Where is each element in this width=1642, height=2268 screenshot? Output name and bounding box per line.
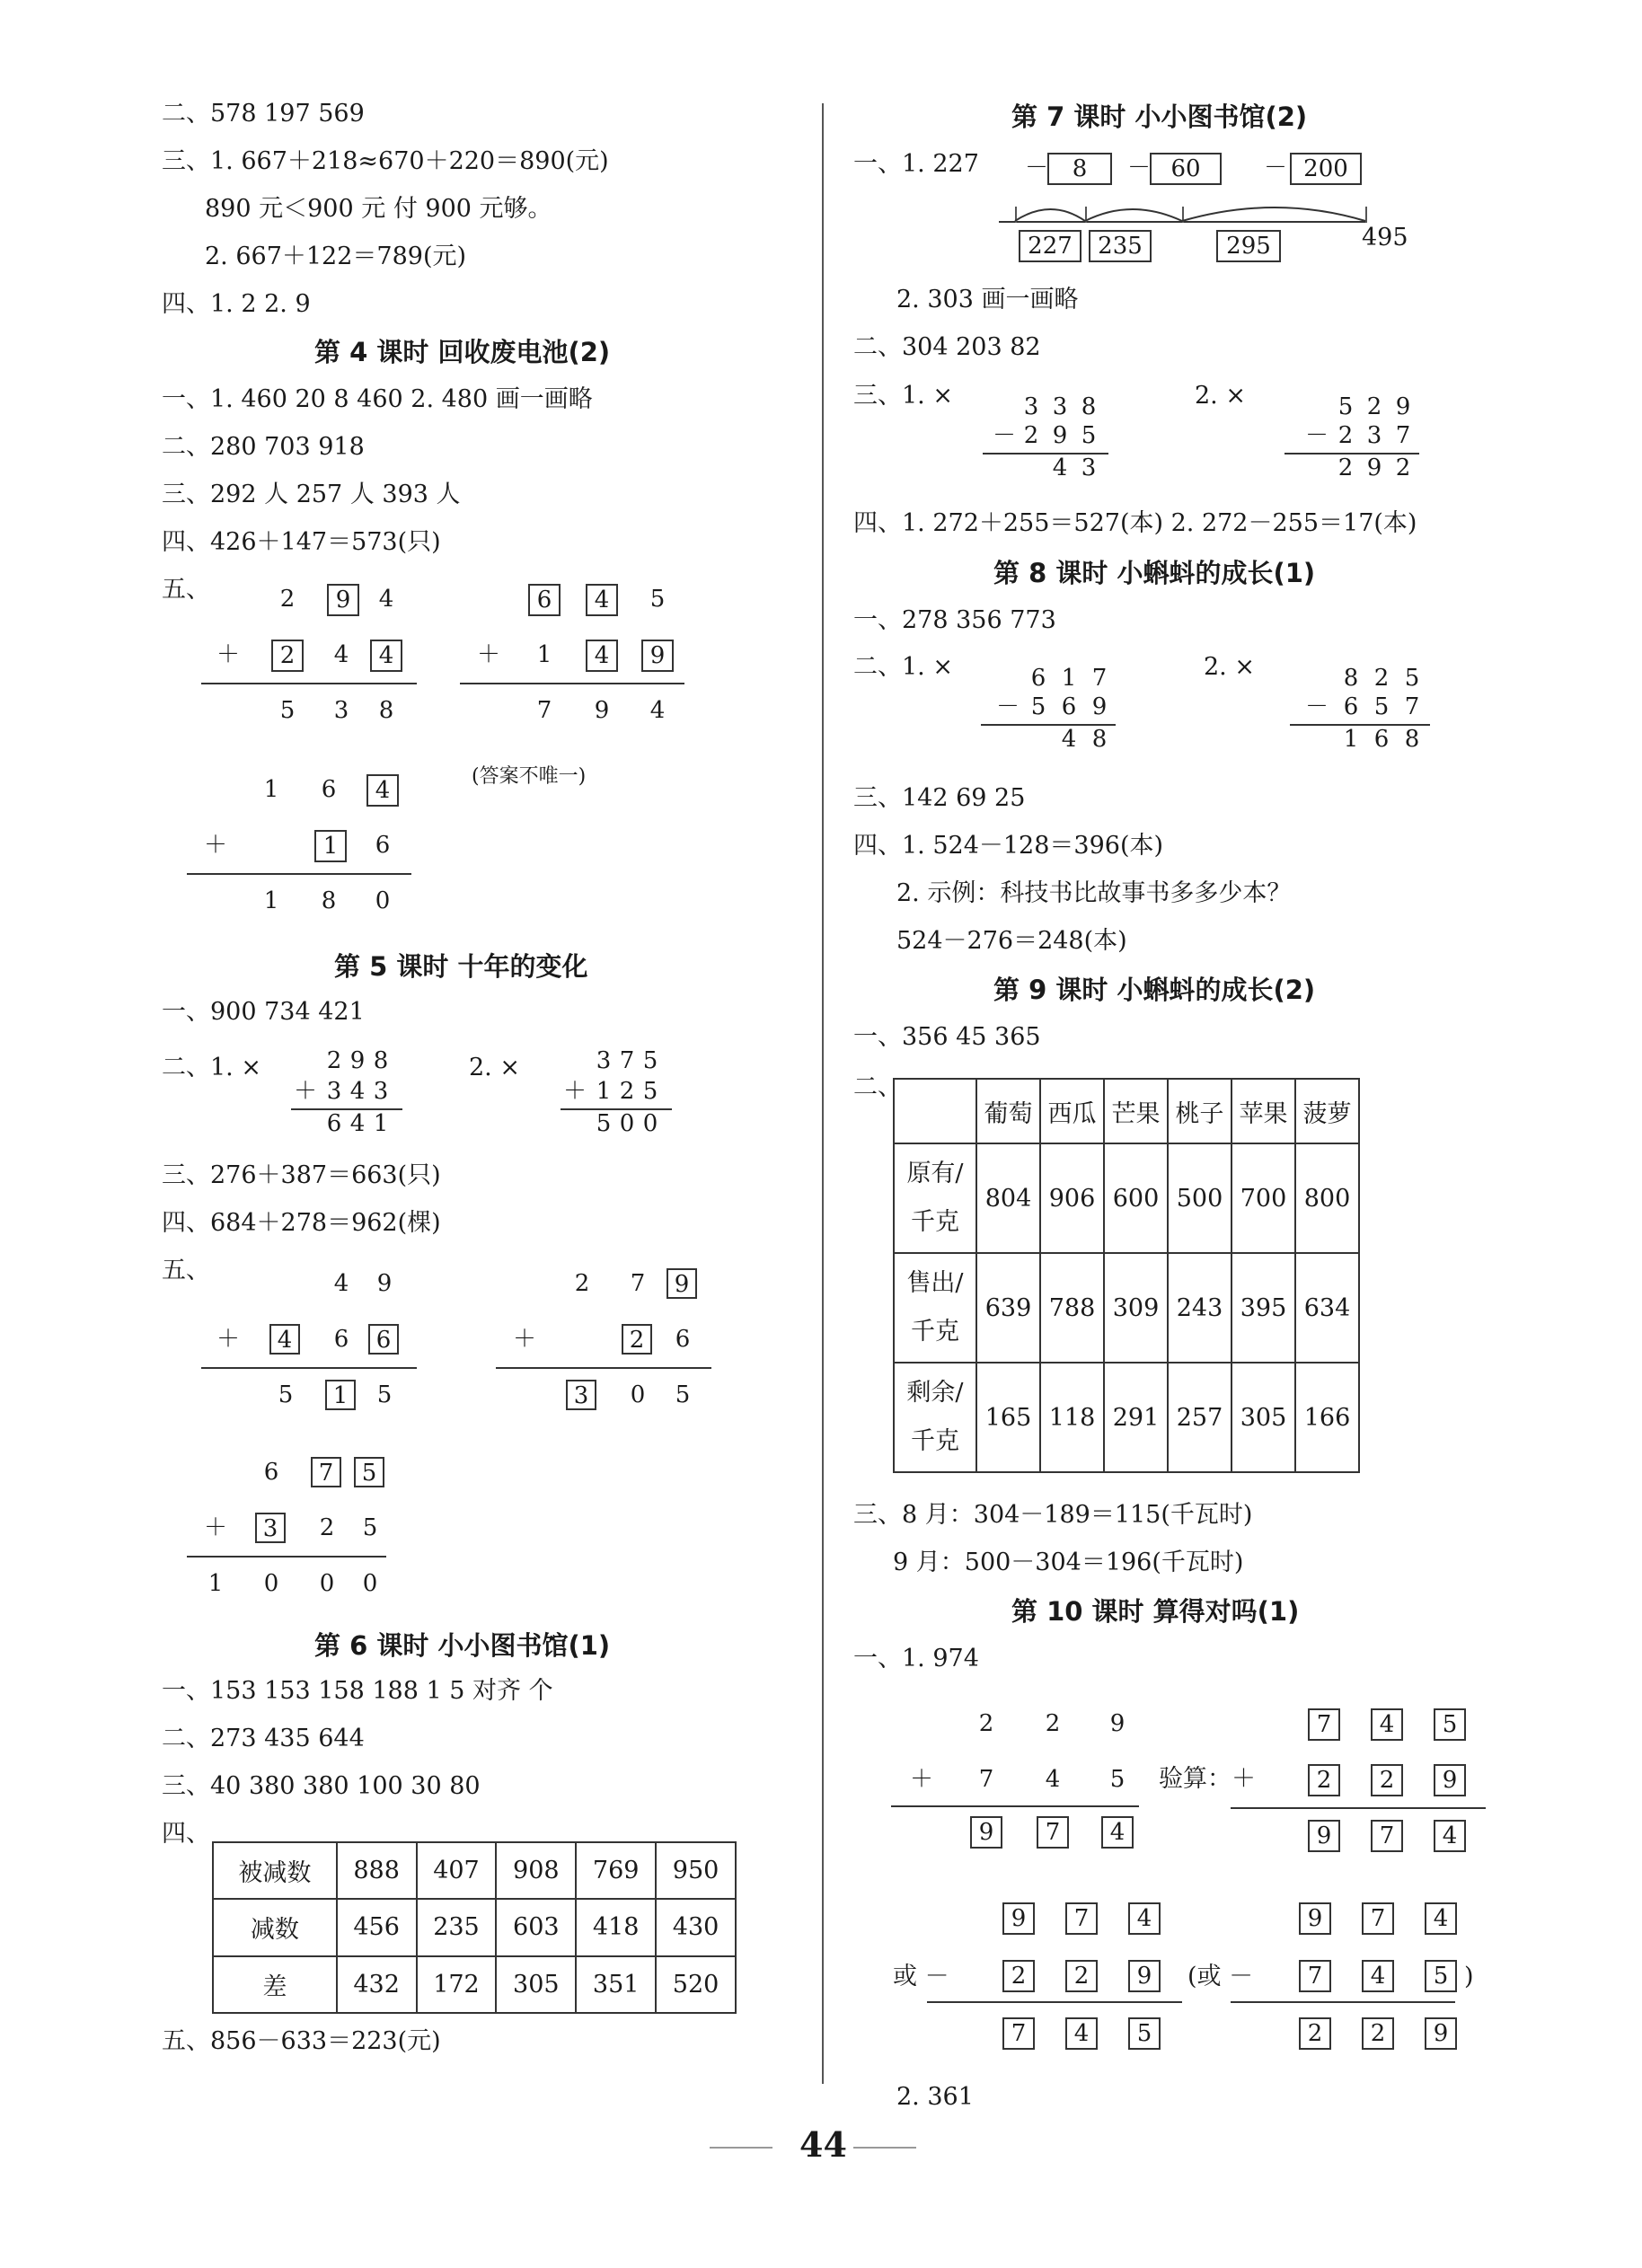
column-header: 苹果 [1232, 1079, 1295, 1143]
answer-line: 五、 [162, 1257, 210, 1284]
table-cell: 118 [1040, 1363, 1104, 1472]
table-cell: 800 [1295, 1143, 1359, 1253]
lesson-heading: 第 4 课时 回收废电池(2) [314, 337, 611, 367]
table-row [213, 1899, 736, 1955]
answer-line: 五、856－633＝223(元) [162, 2027, 441, 2055]
answer-line: 三、1. 667＋218≈670＋220＝890(元) [162, 147, 609, 175]
table-cell: 908 [496, 1842, 576, 1899]
table-cell: 305 [496, 1956, 576, 2013]
answer-line: 三、8 月：304－189＝115(千瓦时) [853, 1501, 1253, 1529]
answer-line: 二、1. × [162, 1054, 261, 1081]
row-header: 原有/千克 [894, 1143, 976, 1253]
answer-line: 三、276＋387＝663(只) [162, 1161, 441, 1189]
column-header: 西瓜 [1040, 1079, 1104, 1143]
answer-line: 四、426＋147＝573(只) [162, 528, 441, 556]
answer-line: 三、1. × [853, 382, 953, 410]
answer-line: 2. 示例：科技书比故事书多多少本？ [896, 879, 1292, 907]
table-row [894, 1253, 1359, 1363]
column-divider [822, 103, 824, 2084]
answer-line: 二、280 703 918 [162, 433, 365, 461]
table-cell: 418 [576, 1899, 656, 1955]
column-header: 芒果 [1104, 1079, 1168, 1143]
answer-line: 524－276＝248(本) [896, 927, 1127, 955]
page-number: 44 [799, 2124, 847, 2165]
answer-line: 三、40 380 380 100 30 80 [162, 1772, 481, 1800]
table-cell: 235 [417, 1899, 497, 1955]
table-cell: 788 [1040, 1253, 1104, 1363]
answer-line: 2. 361 [896, 2083, 974, 2111]
answer-line: 四、684＋278＝962(棵) [162, 1209, 441, 1237]
row-header: 减数 [213, 1899, 337, 1955]
table-cell: 291 [1104, 1363, 1168, 1472]
table-cell: 600 [1104, 1143, 1168, 1253]
answer-line: 三、142 69 25 [853, 784, 1026, 812]
jump-arcs [997, 190, 1374, 226]
answer-line: 2. × [469, 1054, 520, 1081]
answer-line: 一、1. 227 [853, 150, 979, 178]
answer-line: 四、1. 2 2. 9 [162, 290, 311, 318]
table-cell: 888 [337, 1842, 417, 1899]
column-header: 葡萄 [976, 1079, 1040, 1143]
row-header: 售出/千克 [894, 1253, 976, 1363]
answer-line: 2. × [1195, 382, 1246, 410]
fruit-table [893, 1078, 1360, 1473]
lesson-heading: 第 7 课时 小小图书馆(2) [1011, 101, 1308, 132]
answer-line: 一、356 45 365 [853, 1023, 1041, 1051]
table-cell: 430 [656, 1899, 736, 1955]
check-label: 验算：＋ [1159, 1765, 1256, 1793]
subtraction-table [212, 1841, 737, 2014]
lesson-heading: 第 5 课时 十年的变化 [334, 951, 588, 982]
lesson-heading: 第 10 课时 算得对吗(1) [1011, 1596, 1300, 1627]
row-header: 被减数 [213, 1842, 337, 1899]
answer-line: 一、1. 974 [853, 1645, 979, 1672]
table-cell: 305 [1232, 1363, 1295, 1472]
answer-line: 二、273 435 644 [162, 1725, 365, 1752]
column-header: 桃子 [1168, 1079, 1232, 1143]
lesson-heading: 第 6 课时 小小图书馆(1) [314, 1630, 611, 1661]
table-cell: 432 [337, 1956, 417, 2013]
table-row [213, 1956, 736, 2013]
answer-line: 2. 303 画一画略 [896, 286, 1079, 313]
table-cell: 769 [576, 1842, 656, 1899]
table-cell: 407 [417, 1842, 497, 1899]
answer-line: 四、1. 272＋255＝527(本) 2. 272－255＝17(本) [853, 509, 1417, 537]
note-text: (答案不唯一) [472, 765, 587, 788]
row-header: 差 [213, 1956, 337, 2013]
answer-line: 一、278 356 773 [853, 606, 1056, 634]
answer-line: 四、1. 524－128＝396(本) [853, 832, 1164, 860]
lesson-heading: 第 8 课时 小蝌蚪的成长(1) [993, 558, 1316, 588]
row-header: 剩余/千克 [894, 1363, 976, 1472]
table-cell: 395 [1232, 1253, 1295, 1363]
table-cell: 700 [1232, 1143, 1295, 1253]
lesson-heading: 第 9 课时 小蝌蚪的成长(2) [993, 975, 1316, 1005]
table-row [894, 1363, 1359, 1472]
answer-line: 一、153 153 158 188 1 5 对齐 个 [162, 1677, 553, 1705]
table-cell: 804 [976, 1143, 1040, 1253]
answer-line: 一、1. 460 20 8 460 2. 480 画一画略 [162, 385, 593, 413]
table-cell: 456 [337, 1899, 417, 1955]
answer-line: 890 元＜900 元 付 900 元够。 [205, 195, 552, 223]
table-cell: 166 [1295, 1363, 1359, 1472]
answer-line: 二、304 203 82 [853, 333, 1041, 361]
table-cell: 243 [1168, 1253, 1232, 1363]
table-cell: 172 [417, 1956, 497, 2013]
answer-line: 二、1. × [853, 653, 953, 681]
answer-line: 五、 [162, 576, 210, 604]
table-cell: 520 [656, 1956, 736, 2013]
table-cell: 257 [1168, 1363, 1232, 1472]
table-header-row [894, 1079, 1359, 1143]
table-cell: 639 [976, 1253, 1040, 1363]
table-cell: 950 [656, 1842, 736, 1899]
answer-line: 9 月：500－304＝196(千瓦时) [893, 1549, 1244, 1576]
answer-line: 二、 [853, 1073, 902, 1101]
column-header: 菠萝 [1295, 1079, 1359, 1143]
table-row [894, 1143, 1359, 1253]
answer-line: 三、292 人 257 人 393 人 [162, 481, 461, 508]
answer-line: 二、578 197 569 [162, 100, 365, 128]
table-cell: 500 [1168, 1143, 1232, 1253]
answer-line: 四、 [162, 1820, 210, 1848]
answer-line: 一、900 734 421 [162, 998, 365, 1026]
table-cell: 309 [1104, 1253, 1168, 1363]
table-cell: 603 [496, 1899, 576, 1955]
table-row [213, 1842, 736, 1899]
table-cell: 351 [576, 1956, 656, 2013]
answer-line: 2. × [1204, 653, 1255, 681]
table-cell: 906 [1040, 1143, 1104, 1253]
column-header [894, 1079, 976, 1143]
answer-line: 2. 667＋122＝789(元) [205, 243, 467, 270]
table-cell: 165 [976, 1363, 1040, 1472]
table-cell: 634 [1295, 1253, 1359, 1363]
